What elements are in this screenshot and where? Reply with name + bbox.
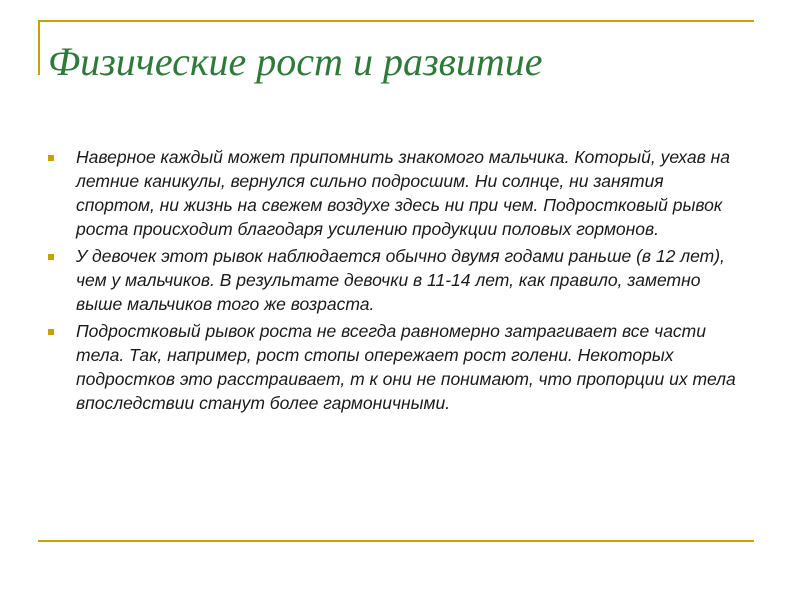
square-bullet-icon	[48, 254, 54, 260]
left-accent-divider	[38, 20, 40, 75]
bullet-list	[44, 145, 744, 418]
square-bullet-icon	[48, 329, 54, 335]
bullet-text: У девочек этот рывок наблюдается обычно двумя годами раньше (в 12 лет), чем у мальчиков. В результате девочки в 11-14 лет, как правило, заметно выше мальчиков того же возраста.	[76, 246, 725, 314]
bullet-item	[44, 319, 744, 415]
slide-title: Физические рост и развитие	[48, 39, 543, 84]
bottom-divider	[38, 540, 754, 542]
square-bullet-icon	[48, 155, 54, 161]
top-divider	[38, 20, 754, 22]
bullet-text: Наверное каждый может припомнить знакомого мальчика. Который, уехав на летние каникулы, вернулся сильно подросшим. Ни солнце, ни занятия спортом, ни жизнь на свежем воздухе здесь ни при чем. Подростковый рывок роста происходит благодаря усилению продукции половых гормонов.	[76, 147, 730, 239]
title-container	[48, 32, 748, 92]
bullet-item	[44, 244, 744, 316]
bullet-item	[44, 145, 744, 241]
bullet-text: Подростковый рывок роста не всегда равномерно затрагивает все части тела. Так, например, рост стопы опережает рост голени. Некоторых подростков это расстраивает, т к они не понимают, что пропорции их тела впоследствии станут более гармоничными.	[76, 321, 736, 413]
